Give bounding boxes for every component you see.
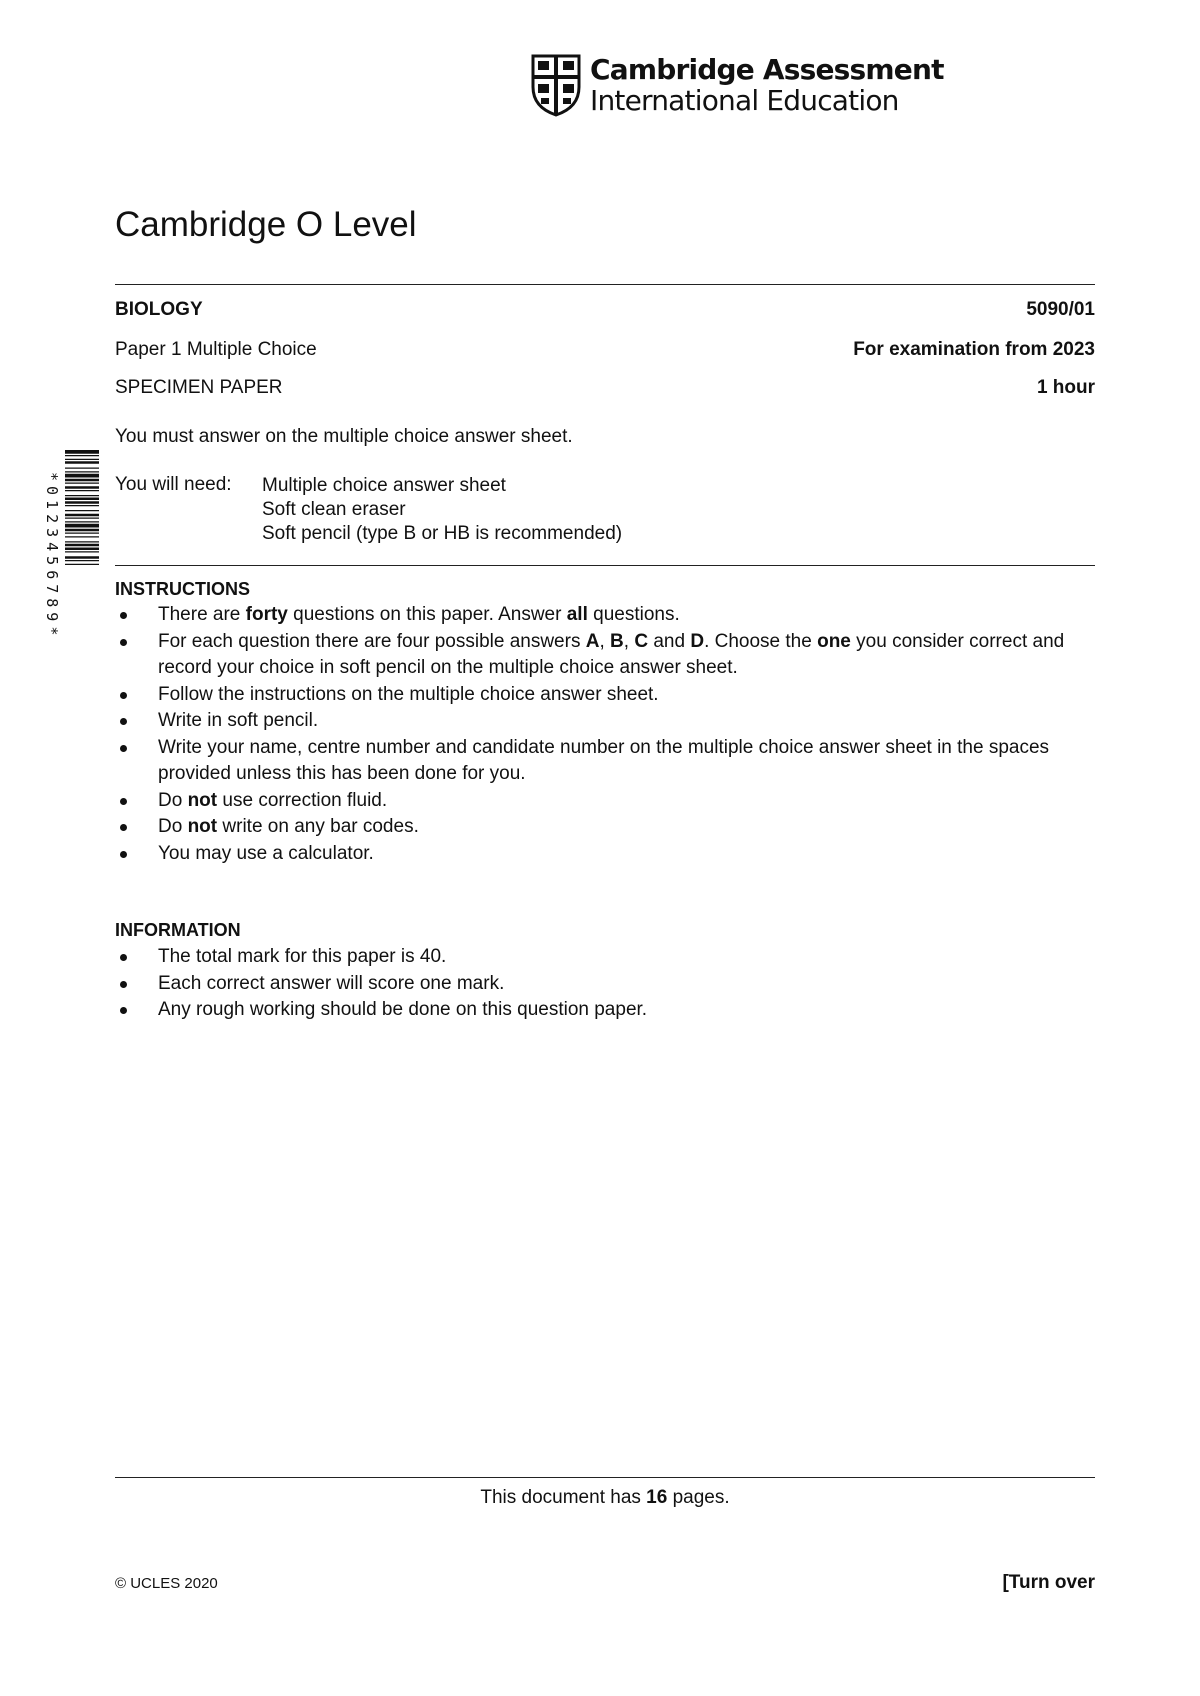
barcode-bar bbox=[65, 498, 99, 501]
logo-line-2: International Education bbox=[590, 84, 899, 117]
barcode-bar bbox=[65, 501, 99, 504]
barcode-bar bbox=[65, 564, 99, 565]
barcode-bar bbox=[65, 479, 99, 482]
list-item: For each question there are four possible answers A, B, C and D. Choose the one you consider correct and record your choice in soft pencil on the multiple choice answer sheet. bbox=[115, 629, 1095, 682]
list-item: Do not use correction fluid. bbox=[115, 788, 1095, 815]
paper-name: Paper 1 Multiple Choice bbox=[115, 339, 317, 360]
need-item: Soft clean eraser bbox=[262, 499, 406, 520]
barcode-bar bbox=[65, 495, 99, 496]
page-count-note bbox=[115, 1487, 1095, 1509]
barcode-bar bbox=[65, 461, 99, 464]
barcode-bars bbox=[65, 450, 99, 662]
instructions-rule bbox=[115, 565, 1095, 566]
barcode-bar bbox=[65, 521, 99, 522]
list-item: Write in soft pencil. bbox=[115, 708, 1095, 735]
barcode-bar bbox=[65, 529, 99, 532]
need-item: Soft pencil (type B or HB is recommended) bbox=[262, 523, 623, 544]
copyright: © UCLES 2020 bbox=[115, 1575, 218, 1592]
cambridge-shield-icon bbox=[530, 53, 582, 117]
barcode-bar bbox=[65, 514, 99, 517]
barcode-bar bbox=[65, 486, 99, 489]
list-item: Follow the instructions on the multiple choice answer sheet. bbox=[115, 682, 1095, 709]
barcode-bar bbox=[65, 455, 99, 456]
cambridge-logo bbox=[530, 52, 944, 118]
list-item: Each correct answer will score one mark. bbox=[115, 971, 1095, 998]
barcode-bar bbox=[65, 510, 99, 511]
qualification-title: Cambridge O Level bbox=[115, 205, 417, 244]
instructions-list bbox=[115, 602, 1095, 867]
page-count: 16 bbox=[646, 1487, 668, 1508]
barcode-bar bbox=[65, 471, 99, 472]
need-label: You will need: bbox=[115, 474, 232, 495]
list-item: Any rough working should be done on this question paper. bbox=[115, 997, 1095, 1024]
barcode-bar bbox=[65, 450, 99, 454]
list-item: Write your name, centre number and candidate number on the multiple choice answer sheet in the spaces provided unless this has been done for you. bbox=[115, 735, 1095, 788]
list-item: There are forty questions on this paper. Answer all questions. bbox=[115, 602, 1095, 629]
need-item: Multiple choice answer sheet bbox=[262, 475, 506, 496]
barcode-bar bbox=[65, 524, 99, 528]
barcode-bar bbox=[65, 560, 99, 561]
page-count-post: pages. bbox=[667, 1487, 730, 1508]
barcode-bar bbox=[65, 556, 99, 559]
subject-row bbox=[115, 299, 1095, 321]
turn-over: [Turn over bbox=[1002, 1572, 1095, 1593]
paper-type: SPECIMEN PAPER bbox=[115, 377, 283, 398]
type-row bbox=[115, 377, 1095, 399]
barcode-bar bbox=[65, 548, 99, 551]
list-item: You may use a calculator. bbox=[115, 841, 1095, 868]
exam-from: For examination from 2023 bbox=[853, 339, 1095, 360]
barcode-bar bbox=[65, 533, 99, 534]
information-list bbox=[115, 944, 1095, 1024]
need-list bbox=[262, 474, 622, 546]
paper-row bbox=[115, 339, 1095, 361]
barcode-bar bbox=[65, 474, 99, 478]
footer-rule bbox=[115, 1477, 1095, 1478]
barcode bbox=[43, 450, 99, 662]
duration: 1 hour bbox=[1036, 377, 1095, 398]
barcode-bar bbox=[65, 541, 99, 542]
logo-line-1: Cambridge Assessment bbox=[590, 53, 944, 86]
barcode-bar bbox=[65, 551, 99, 552]
barcode-bar bbox=[65, 490, 99, 491]
page-count-pre: This document has bbox=[480, 1487, 647, 1508]
barcode-bar bbox=[65, 544, 99, 547]
paper-code: 5090/01 bbox=[1026, 299, 1095, 320]
barcode-bar bbox=[65, 468, 99, 469]
list-item: Do not write on any bar codes. bbox=[115, 814, 1095, 841]
instructions-heading: INSTRUCTIONS bbox=[115, 579, 250, 599]
list-item: The total mark for this paper is 40. bbox=[115, 944, 1095, 971]
barcode-bar bbox=[65, 536, 99, 537]
barcode-bar bbox=[65, 505, 99, 506]
barcode-bar bbox=[65, 483, 99, 484]
information-heading: INFORMATION bbox=[115, 920, 241, 940]
header-rule bbox=[115, 284, 1095, 285]
answer-note: You must answer on the multiple choice answer sheet. bbox=[115, 426, 573, 447]
subject: BIOLOGY bbox=[115, 299, 203, 320]
barcode-digits: *0123456789* bbox=[43, 471, 61, 641]
barcode-bar bbox=[65, 459, 99, 460]
barcode-bar bbox=[65, 518, 99, 519]
you-will-need bbox=[115, 474, 622, 546]
